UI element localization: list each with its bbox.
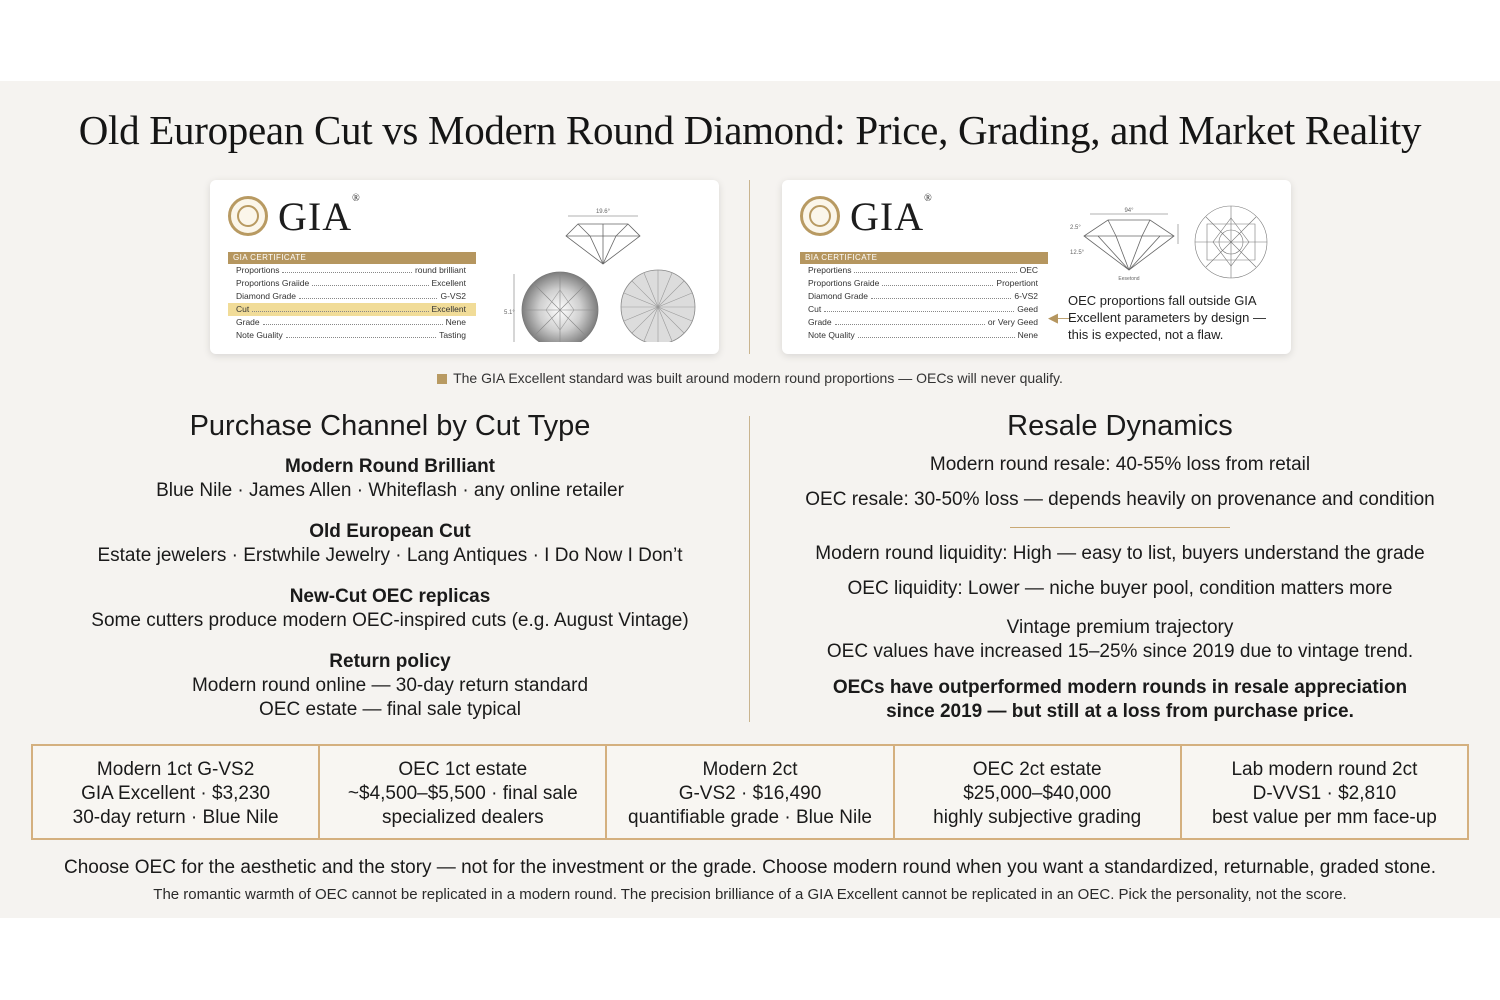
modern-round-diagram <box>500 202 715 342</box>
gold-square-icon <box>437 374 447 384</box>
certificate-row <box>228 316 476 329</box>
certificate-row <box>228 264 476 277</box>
certificate-key: Diamond Grade <box>808 291 869 301</box>
certificate-value: or Very Geed <box>987 317 1038 327</box>
cell-line: highly subjective grading <box>933 807 1142 828</box>
certificate-row <box>800 329 1048 342</box>
certificate-key: Grade <box>808 317 832 327</box>
footer-summary: Choose OEC for the aesthetic and the story — not for the investment or the grade. Choose modern round when you want a standardized, returnable, graded stone. <box>64 857 1436 878</box>
gia-certificate-table <box>800 252 1048 342</box>
leader-dots <box>858 329 1015 338</box>
leader-dots <box>286 329 436 338</box>
leader-dots <box>252 303 428 312</box>
cell-line: GIA Excellent · $3,230 <box>81 783 271 804</box>
oec-gia-card <box>782 180 1291 354</box>
cell-line: OEC 2ct estate <box>972 759 1102 780</box>
cell-line: quantifiable grade · Blue Nile <box>628 807 872 828</box>
price-comparison-table <box>31 744 1469 840</box>
page-title: Old European Cut vs Modern Round Diamond: Price, Grading, and Market Reality <box>78 107 1422 153</box>
leader-dots <box>882 277 993 286</box>
block-title: New-Cut OEC replicas <box>289 586 491 607</box>
resale-dynamics-section <box>770 410 1470 724</box>
table-cell <box>607 746 894 838</box>
block-line: Modern round online — 30-day return standard <box>191 675 589 696</box>
cell-line: Modern 2ct <box>702 759 798 780</box>
modern-round-gia-card <box>210 180 719 354</box>
certificate-value: Tasting <box>439 330 466 340</box>
performance-note: since 2019 — but still at a loss from purchase price. <box>886 701 1354 722</box>
cell-line: OEC 1ct estate <box>398 759 528 780</box>
oec-proportions-note: OEC proportions fall outside GIA Excellent parameters by design — this is expected, not a flaw. <box>1068 293 1266 342</box>
certificate-row <box>800 264 1048 277</box>
certificate-key: Note Quality <box>808 330 855 340</box>
certificate-value: round brilliant <box>414 265 466 275</box>
dim-side-label: 5.1° <box>504 310 515 316</box>
modern-round-profile-icon <box>566 224 640 264</box>
leader-dots <box>312 277 428 286</box>
certificate-key: Proportions Graiide <box>236 278 310 288</box>
cell-line: best value per mm face-up <box>1211 807 1437 828</box>
oec-diagram <box>1068 204 1288 284</box>
top-divider <box>749 180 750 354</box>
certificate-header: BIA CERTIFICATE <box>800 252 1048 264</box>
certificate-row <box>800 303 1048 316</box>
dim-top-label: 94° <box>1124 208 1134 214</box>
certificate-key: Note Guality <box>236 330 283 340</box>
certificate-key: Proportions Graide <box>808 278 880 288</box>
dim-a-label: 2.5° <box>1070 225 1081 231</box>
cell-line: ~$4,500–$5,500 · final sale <box>347 783 578 804</box>
trajectory-line: OEC values have increased 15–25% since 2019 due to vintage trend. <box>826 641 1414 662</box>
oec-face-up-icon <box>1195 206 1267 278</box>
certificate-row <box>228 303 476 316</box>
oec-profile-icon <box>1084 220 1174 270</box>
gia-logo: GIA® <box>800 194 933 238</box>
purchase-channel-section <box>30 410 750 722</box>
certificate-value: Excellent <box>431 278 466 288</box>
certificate-value: Propertiont <box>996 278 1038 288</box>
certificate-value: Nene <box>445 317 466 327</box>
leader-dots <box>824 303 1014 312</box>
certificate-row <box>228 277 476 290</box>
block-line: Blue Nile · James Allen · Whiteflash · any online retailer <box>156 480 624 501</box>
leader-dots <box>835 316 985 325</box>
purchase-heading: Purchase Channel by Cut Type <box>189 410 591 442</box>
resale-line: Modern round resale: 40-55% loss from retail <box>929 454 1311 475</box>
gia-logo-text: GIA <box>850 193 925 239</box>
trajectory-title: Vintage premium trajectory <box>1006 617 1234 638</box>
block-line: Some cutters produce modern OEC-inspired cuts (e.g. August Vintage) <box>91 610 689 631</box>
block-title: Old European Cut <box>309 521 471 542</box>
cell-line: $25,000–$40,000 <box>963 783 1112 804</box>
block-line: OEC estate — final sale typical <box>259 699 521 720</box>
gia-logo: GIA® <box>228 194 361 238</box>
certificate-value: OEC <box>1019 265 1038 275</box>
table-cell <box>320 746 607 838</box>
resale-line: OEC resale: 30-50% loss — depends heavily on provenance and condition <box>805 489 1435 510</box>
gia-caption <box>0 370 1500 386</box>
brilliant-pavilion-icon <box>621 270 695 342</box>
leader-dots <box>282 264 412 273</box>
dim-b-label: 12.5° <box>1070 250 1085 256</box>
leader-dots <box>299 290 437 299</box>
certificate-key: Cut <box>808 304 822 314</box>
leader-dots <box>263 316 443 325</box>
table-cell <box>1182 746 1467 838</box>
cell-line: Modern 1ct G-VS2 <box>96 759 255 780</box>
block-line: Estate jewelers · Erstwhile Jewelry · Lang Antiques · I Do Now I Don’t <box>97 545 683 566</box>
gold-divider <box>1010 527 1230 528</box>
gia-logo-text: GIA <box>278 193 353 239</box>
certificate-value: Nene <box>1017 330 1038 340</box>
certificate-value: G-VS2 <box>440 291 466 301</box>
arrow-left-icon: ◀— <box>1048 310 1071 325</box>
cell-line: Lab modern round 2ct <box>1231 759 1418 780</box>
dim-name-label: Eesetond <box>1118 276 1140 282</box>
certificate-row <box>228 329 476 342</box>
block-title: Return policy <box>329 651 451 672</box>
certificate-key: Diamond Grade <box>236 291 297 301</box>
certificate-row <box>228 290 476 303</box>
block-title: Modern Round Brilliant <box>284 456 496 477</box>
certificate-value: 6-VS2 <box>1014 291 1038 301</box>
liquidity-line: OEC liquidity: Lower — niche buyer pool, condition matters more <box>847 578 1393 599</box>
certificate-key: Proportions <box>236 265 280 275</box>
resale-heading: Resale Dynamics <box>1007 410 1233 442</box>
gia-caption-text: The GIA Excellent standard was built around modern round proportions — OECs will never qualify. <box>453 370 1063 386</box>
certificate-value: Geed <box>1017 304 1038 314</box>
certificate-row <box>800 277 1048 290</box>
certificate-value: Excellent <box>431 304 466 314</box>
certificate-header: GIA CERTIFICATE <box>228 252 476 264</box>
footer-subtext: The romantic warmth of OEC cannot be replicated in a modern round. The precision brilliance of a GIA Excellent cannot be replicated in an OEC. Pick the personality, not the score. <box>153 886 1347 903</box>
leader-dots <box>854 264 1016 273</box>
certificate-row <box>800 290 1048 303</box>
certificate-key: Grade <box>236 317 260 327</box>
performance-note: OECs have outperformed modern rounds in resale appreciation <box>832 677 1408 698</box>
certificate-row <box>800 316 1048 329</box>
gia-certificate-table <box>228 252 476 342</box>
table-cell <box>33 746 320 838</box>
gia-seal-icon <box>228 196 268 236</box>
certificate-key: Preportiens <box>808 265 852 275</box>
table-cell <box>895 746 1182 838</box>
cell-line: 30-day return · Blue Nile <box>72 807 279 828</box>
brilliant-face-up-icon <box>522 272 598 342</box>
gia-seal-icon <box>800 196 840 236</box>
liquidity-line: Modern round liquidity: High — easy to list, buyers understand the grade <box>815 543 1425 564</box>
leader-dots <box>871 290 1011 299</box>
cell-line: specialized dealers <box>382 807 544 828</box>
certificate-key: Cut <box>236 304 250 314</box>
dim-top-label: 19.6° <box>595 209 611 215</box>
cell-line: G-VS2 · $16,490 <box>678 783 822 804</box>
cell-line: D-VVS1 · $2,810 <box>1252 783 1397 804</box>
